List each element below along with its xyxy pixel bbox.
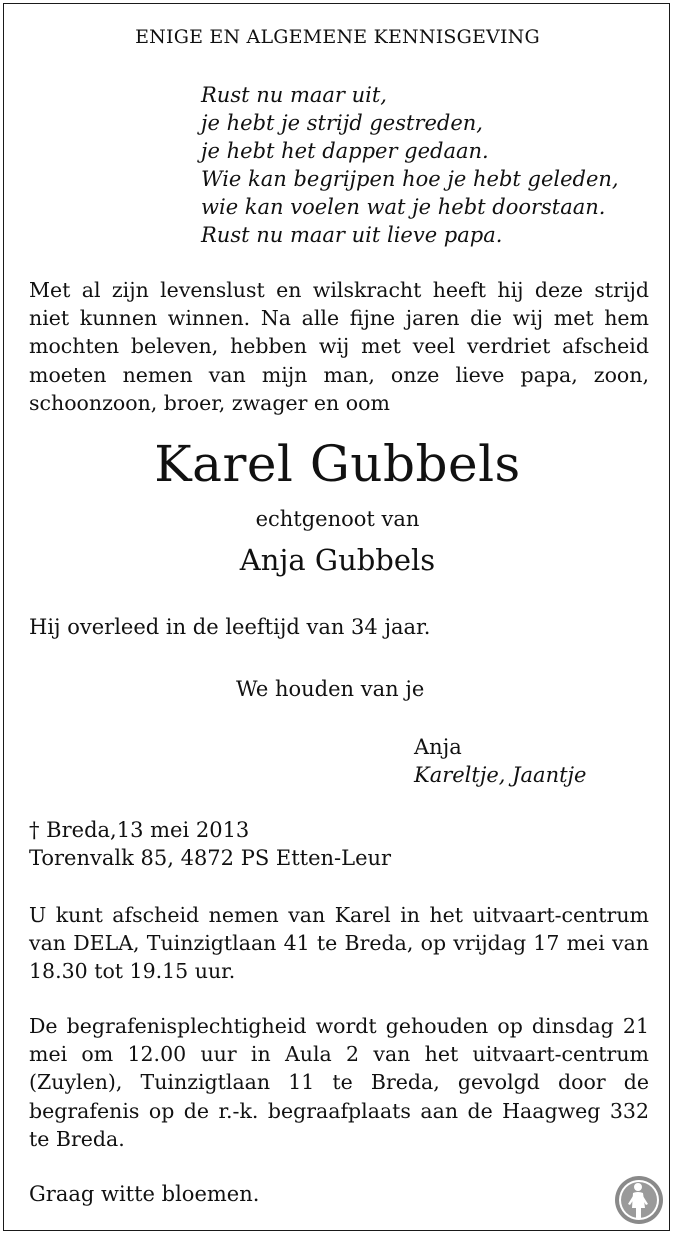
address-line: Torenvalk 85, 4872 PS Etten-Leur — [29, 846, 392, 870]
poem-line: wie kan voelen wat je hebt doorstaan. — [201, 195, 606, 219]
age-line: Hij overleed in de leeftijd van 34 jaar. — [29, 615, 431, 639]
poem-line: Wie kan begrijpen hoe je hebt geleden, — [201, 167, 619, 191]
love-line: We houden van je — [236, 677, 425, 701]
death-line: † Breda,13 mei 2013 — [29, 818, 250, 842]
signature-children: Kareltje, Jaantje — [414, 763, 587, 787]
poem-line: je hebt je strijd gestreden, — [201, 111, 483, 135]
spouse-name: Anja Gubbels — [239, 543, 436, 577]
viewing-paragraph: U kunt afscheid nemen van Karel in het uitvaart-centrum van DELA, Tuinzigtlaan 41 te Breda, op vrijdag 17 mei van 18.30 tot 19.15 uur. — [29, 903, 649, 984]
poem — [201, 81, 619, 249]
memorial-logo-icon — [614, 1174, 664, 1226]
poem-line: Rust nu maar uit, — [201, 83, 387, 107]
notice-header: ENIGE EN ALGEMENE KENNISGEVING — [135, 26, 540, 48]
spouse-intro: echtgenoot van — [255, 507, 420, 531]
poem-line: je hebt het dapper gedaan. — [201, 139, 489, 163]
signature-name: Anja — [414, 735, 462, 759]
poem-line: Rust nu maar uit lieve papa. — [201, 223, 503, 247]
intro-paragraph: Met al zijn levenslust en wilskracht heeft hij deze strijd niet kunnen winnen. Na alle fijne jaren die wij met hem mochten beleven, hebben wij met veel verdriet afscheid moeten nemen van mijn man, onze lieve papa, zoon, schoonzoon, broer, zwager en oom — [29, 278, 649, 415]
funeral-paragraph: De begrafenisplechtigheid wordt gehouden op dinsdag 21 mei om 12.00 uur in Aula 2 van het uitvaart-centrum (Zuylen), Tuinzigtlaan 11 te Breda, gevolgd door de begrafenis op de r.-k. begraafplaats aan de Haagweg 332 te Breda. — [29, 1014, 649, 1151]
flowers-line: Graag witte bloemen. — [29, 1182, 260, 1206]
deceased-name: Karel Gubbels — [154, 435, 521, 493]
